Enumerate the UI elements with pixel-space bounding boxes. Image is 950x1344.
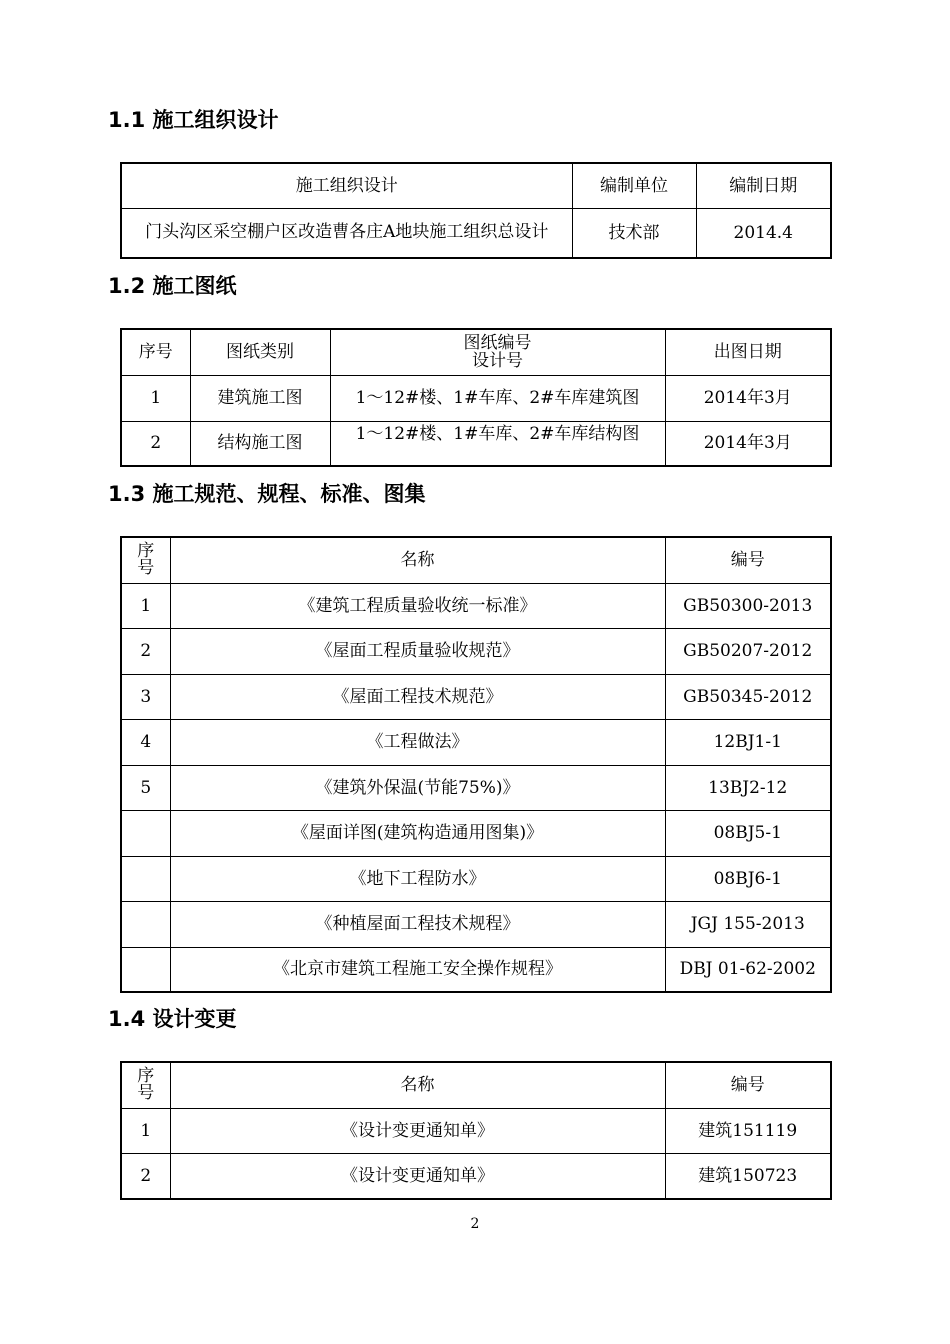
section-heading-1-4: 1.4 设计变更	[108, 1007, 237, 1031]
table-row	[121, 810, 831, 856]
row-index	[121, 947, 170, 992]
header-cell: 出图日期	[665, 329, 831, 375]
row-index: 4	[121, 719, 170, 765]
standard-name: 《地下工程防水》	[170, 856, 665, 901]
table-row	[121, 1108, 831, 1153]
page-number: 2	[470, 1216, 480, 1232]
standard-name: 《种植屋面工程技术规程》	[170, 901, 665, 947]
design-name-cell: 门头沟区采空棚户区改造曹各庄A地块施工组织总设计	[121, 208, 572, 258]
header-cell: 序号	[121, 329, 190, 375]
standard-code: JGJ 155-2013	[665, 901, 831, 947]
table-row	[121, 628, 831, 674]
standard-name: 《屋面工程质量验收规范》	[170, 628, 665, 674]
standard-code: GB50345-2012	[665, 674, 831, 719]
standard-code: DBJ 01-62-2002	[665, 947, 831, 992]
standard-code: GB50300-2013	[665, 583, 831, 628]
row-index: 2	[121, 1153, 170, 1199]
drawing-type: 结构施工图	[190, 421, 330, 466]
drawing-date: 2014年3月	[665, 375, 831, 421]
row-index: 2	[121, 628, 170, 674]
header-cell: 编号	[665, 1062, 831, 1108]
standard-name: 《建筑工程质量验收统一标准》	[170, 583, 665, 628]
standard-name: 《工程做法》	[170, 719, 665, 765]
row-index	[121, 901, 170, 947]
standard-code: GB50207-2012	[665, 628, 831, 674]
row-index: 1	[121, 1108, 170, 1153]
row-index: 1	[121, 375, 190, 421]
header-cell: 图纸类别	[190, 329, 330, 375]
header-cell: 名称	[170, 1062, 665, 1108]
standard-code: 12BJ1-1	[665, 719, 831, 765]
design-unit-cell: 技术部	[572, 208, 696, 258]
table-row	[121, 674, 831, 719]
row-index	[121, 810, 170, 856]
standards-table	[120, 536, 832, 993]
row-index: 2	[121, 421, 190, 466]
header-cell: 名称	[170, 537, 665, 583]
design-date-cell: 2014.4	[696, 208, 831, 258]
row-index: 1	[121, 583, 170, 628]
drawings-table	[120, 328, 832, 467]
header-cell: 序号	[121, 1062, 170, 1108]
section-heading-1-3: 1.3 施工规范、规程、标准、图集	[108, 482, 426, 506]
standard-code: 08BJ5-1	[665, 810, 831, 856]
header-cell: 序号	[121, 537, 170, 583]
table-row	[121, 421, 831, 466]
row-index	[121, 856, 170, 901]
header-cell: 编制日期	[696, 163, 831, 208]
row-index: 3	[121, 674, 170, 719]
change-code: 建筑150723	[665, 1153, 831, 1199]
standard-name: 《北京市建筑工程施工安全操作规程》	[170, 947, 665, 992]
drawing-number: 1～12#楼、1#车库、2#车库结构图	[330, 421, 665, 466]
table-row	[121, 375, 831, 421]
header-cell: 编制单位	[572, 163, 696, 208]
section-heading-1-1: 1.1 施工组织设计	[108, 108, 279, 132]
table-row	[121, 856, 831, 901]
header-cell: 图纸编号设计号	[330, 329, 665, 375]
drawing-number: 1～12#楼、1#车库、2#车库建筑图	[330, 375, 665, 421]
table-row	[121, 901, 831, 947]
standard-name: 《屋面详图(建筑构造通用图集)》	[170, 810, 665, 856]
change-name: 《设计变更通知单》	[170, 1108, 665, 1153]
table-row	[121, 1153, 831, 1199]
table-row	[121, 719, 831, 765]
header-cell: 施工组织设计	[121, 163, 572, 208]
table-row	[121, 765, 831, 810]
row-index: 5	[121, 765, 170, 810]
standard-name: 《屋面工程技术规范》	[170, 674, 665, 719]
drawing-date: 2014年3月	[665, 421, 831, 466]
standard-code: 08BJ6-1	[665, 856, 831, 901]
drawing-type: 建筑施工图	[190, 375, 330, 421]
standard-name: 《建筑外保温(节能75%)》	[170, 765, 665, 810]
section-heading-1-2: 1.2 施工图纸	[108, 274, 237, 298]
design-changes-table	[120, 1061, 832, 1200]
header-cell: 编号	[665, 537, 831, 583]
standard-code: 13BJ2-12	[665, 765, 831, 810]
table-row	[121, 583, 831, 628]
table-row	[121, 947, 831, 992]
change-code: 建筑151119	[665, 1108, 831, 1153]
change-name: 《设计变更通知单》	[170, 1153, 665, 1199]
construction-design-table	[120, 162, 832, 259]
